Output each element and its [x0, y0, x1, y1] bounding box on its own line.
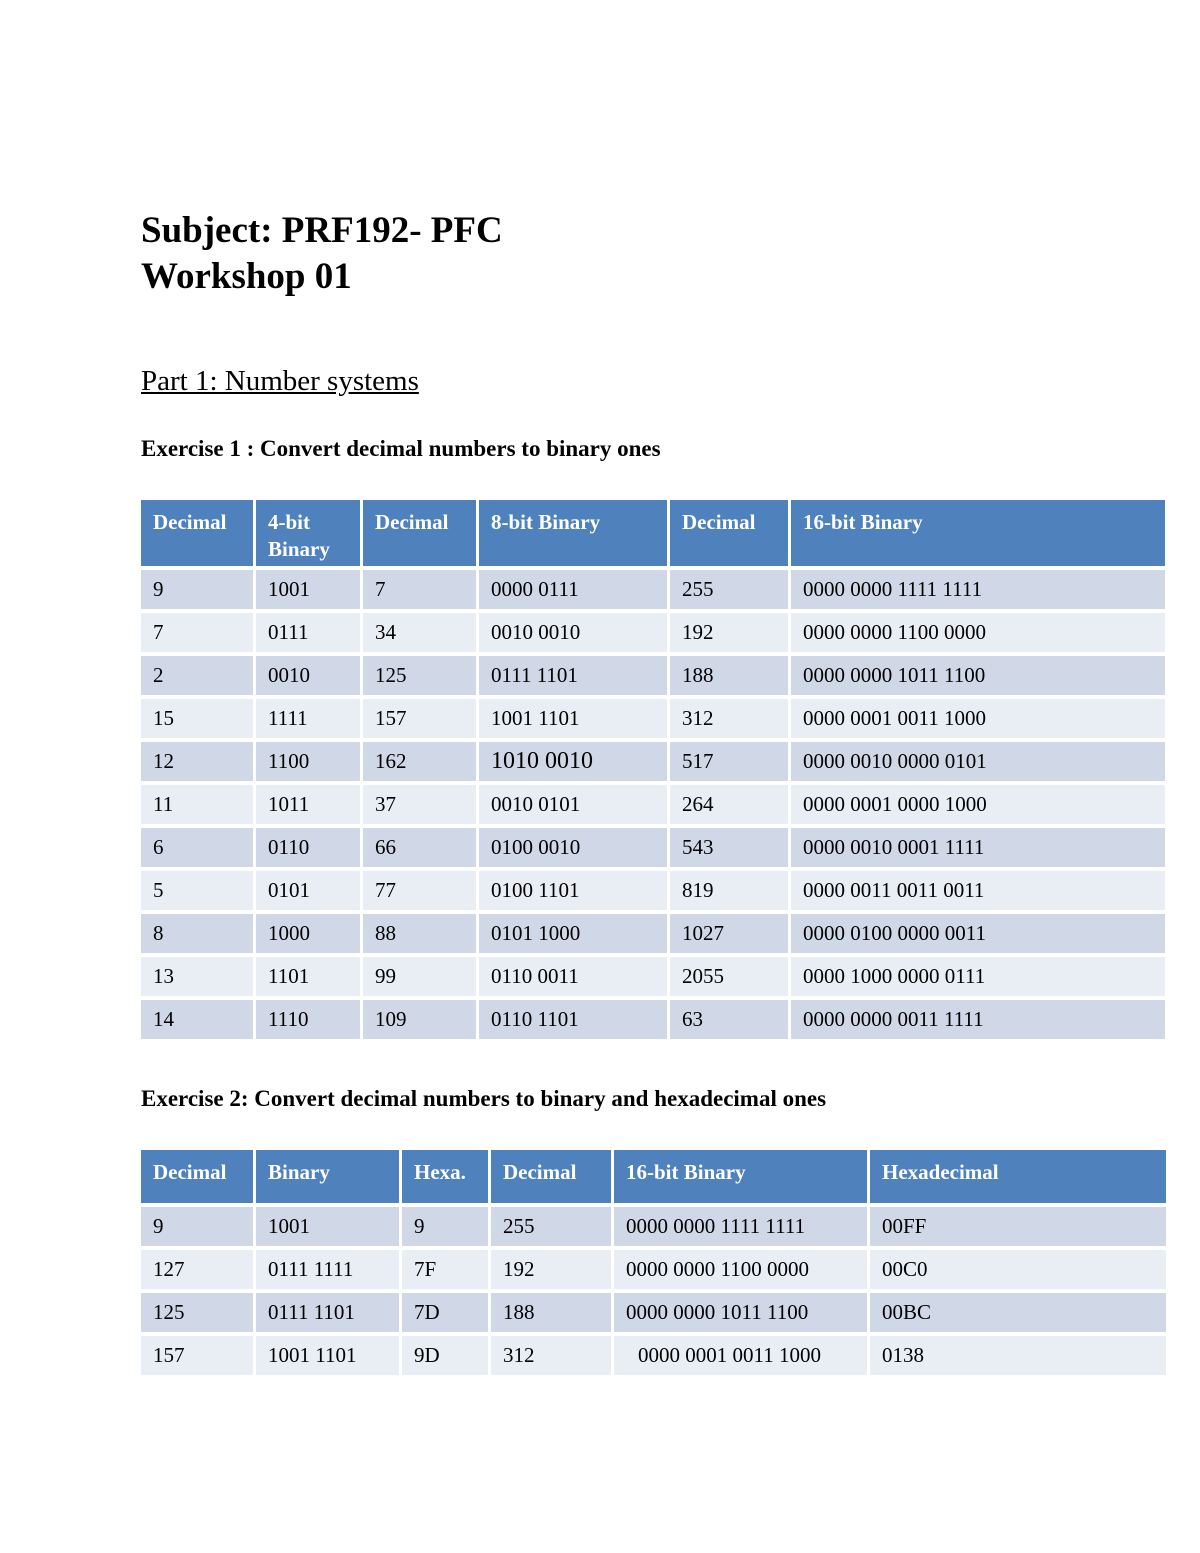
table-cell: 7: [141, 613, 253, 652]
table-cell: 0000 0000 1100 0000: [791, 613, 1165, 652]
column-header: 8-bit Binary: [479, 500, 667, 566]
column-header: 16-bit Binary: [791, 500, 1165, 566]
subject-line: Subject: PRF192- PFC: [141, 210, 503, 251]
table-row: [141, 1250, 1166, 1289]
table-cell: 0000 0111: [479, 570, 667, 609]
document-title: [141, 208, 503, 300]
table-cell: 0000 0001 0011 1000: [614, 1336, 867, 1375]
table-row: [141, 914, 1165, 953]
table-cell: 0000 0100 0000 0011: [791, 914, 1165, 953]
table-cell: 66: [363, 828, 476, 867]
table-cell: 109: [363, 1000, 476, 1039]
table-row: [141, 656, 1165, 695]
table-cell: 157: [141, 1336, 253, 1375]
table-cell: 255: [491, 1207, 611, 1246]
table-cell: 37: [363, 785, 476, 824]
table-row: [141, 871, 1165, 910]
table-cell: 0000 0010 0001 1111: [791, 828, 1165, 867]
table-cell: 1100: [256, 742, 360, 781]
table-cell: 192: [491, 1250, 611, 1289]
table-cell: 312: [491, 1336, 611, 1375]
column-header: Binary: [256, 1150, 399, 1203]
table-cell: 99: [363, 957, 476, 996]
table-cell: 9: [141, 570, 253, 609]
table-cell: 7D: [402, 1293, 488, 1332]
table-row: [141, 742, 1165, 781]
table-cell: 9: [402, 1207, 488, 1246]
table-cell: 77: [363, 871, 476, 910]
table-cell: 0000 0000 1011 1100: [614, 1293, 867, 1332]
table-cell: 0110 0011: [479, 957, 667, 996]
table-cell: 1101: [256, 957, 360, 996]
table-cell: 1011: [256, 785, 360, 824]
table-cell: 0000 0011 0011 0011: [791, 871, 1165, 910]
table-cell: 188: [491, 1293, 611, 1332]
table-cell: 157: [363, 699, 476, 738]
table-cell: 0111 1111: [256, 1250, 399, 1289]
table-cell: 0111 1101: [256, 1293, 399, 1332]
table-cell: 162: [363, 742, 476, 781]
table-cell: 0000 0000 1100 0000: [614, 1250, 867, 1289]
table-cell: 1001 1101: [479, 699, 667, 738]
table-row: [141, 1000, 1165, 1039]
exercise1-table: [138, 496, 1168, 1043]
table-cell: 0100 1101: [479, 871, 667, 910]
table-cell: 1110: [256, 1000, 360, 1039]
table-cell: 7F: [402, 1250, 488, 1289]
table-cell: 1027: [670, 914, 788, 953]
column-header: Hexa.: [402, 1150, 488, 1203]
table-cell: 312: [670, 699, 788, 738]
table-cell: 2055: [670, 957, 788, 996]
exercise2-heading: Exercise 2: Convert decimal numbers to binary and hexadecimal ones: [141, 1086, 827, 1111]
table-cell: 34: [363, 613, 476, 652]
table-cell: 5: [141, 871, 253, 910]
table-row: [141, 1207, 1166, 1246]
table-cell: 0010 0010: [479, 613, 667, 652]
table-cell: 0000 0010 0000 0101: [791, 742, 1165, 781]
table-cell: 1001: [256, 1207, 399, 1246]
table-cell: 0000 1000 0000 0111: [791, 957, 1165, 996]
table-cell: 12: [141, 742, 253, 781]
table-cell: 0010: [256, 656, 360, 695]
table-cell: 0010 0101: [479, 785, 667, 824]
table-cell: 0138: [870, 1336, 1166, 1375]
table-cell: 0000 0000 1011 1100: [791, 656, 1165, 695]
table-cell: 9: [141, 1207, 253, 1246]
column-header: 16-bit Binary: [614, 1150, 867, 1203]
column-header: Decimal: [141, 500, 253, 566]
table-row: [141, 1293, 1166, 1332]
table-cell: 127: [141, 1250, 253, 1289]
table-cell: 188: [670, 656, 788, 695]
table-cell: 0111 1101: [479, 656, 667, 695]
exercise2-table: [138, 1146, 1169, 1379]
table-row: [141, 699, 1165, 738]
table-cell: 2: [141, 656, 253, 695]
table-cell: 517: [670, 742, 788, 781]
column-header: Decimal: [363, 500, 476, 566]
table-cell: 1111: [256, 699, 360, 738]
table-row: [141, 785, 1165, 824]
table-cell: 255: [670, 570, 788, 609]
table-cell: 00BC: [870, 1293, 1166, 1332]
table-cell: 00C0: [870, 1250, 1166, 1289]
exercise1-heading: Exercise 1 : Convert decimal numbers to binary ones: [141, 436, 661, 461]
table-cell: 0000 0001 0011 1000: [791, 699, 1165, 738]
table-cell: 125: [141, 1293, 253, 1332]
table-row: [141, 957, 1165, 996]
table-cell: 0000 0000 1111 1111: [791, 570, 1165, 609]
table-cell: 0111: [256, 613, 360, 652]
table-cell: 0000 0001 0000 1000: [791, 785, 1165, 824]
table-cell: 264: [670, 785, 788, 824]
table-cell: 11: [141, 785, 253, 824]
table-header-row: [141, 500, 1165, 566]
table-cell: 15: [141, 699, 253, 738]
table-cell: 0101 1000: [479, 914, 667, 953]
table-cell: 1000: [256, 914, 360, 953]
column-header: Decimal: [491, 1150, 611, 1203]
column-header: Decimal: [670, 500, 788, 566]
column-header: 4-bit Binary: [256, 500, 360, 566]
table-row: [141, 570, 1165, 609]
table-row: [141, 1336, 1166, 1375]
column-header: Hexadecimal: [870, 1150, 1166, 1203]
table-cell: 9D: [402, 1336, 488, 1375]
table-cell: 819: [670, 871, 788, 910]
table-cell: 0100 0010: [479, 828, 667, 867]
table-cell: 7: [363, 570, 476, 609]
table-cell: 0000 0000 0011 1111: [791, 1000, 1165, 1039]
table-cell: 63: [670, 1000, 788, 1039]
table-header-row: [141, 1150, 1166, 1203]
table-cell: 543: [670, 828, 788, 867]
table-cell: 6: [141, 828, 253, 867]
table-cell: 192: [670, 613, 788, 652]
workshop-line: Workshop 01: [141, 256, 352, 297]
table-cell: 88: [363, 914, 476, 953]
table-cell: 00FF: [870, 1207, 1166, 1246]
table-cell: 8: [141, 914, 253, 953]
table-cell: 1001: [256, 570, 360, 609]
table-row: [141, 828, 1165, 867]
table-cell: 14: [141, 1000, 253, 1039]
table-cell: 1010 0010: [479, 742, 667, 781]
table-cell: 125: [363, 656, 476, 695]
table-cell: 0000 0000 1111 1111: [614, 1207, 867, 1246]
table-row: [141, 613, 1165, 652]
table-cell: 0110 1101: [479, 1000, 667, 1039]
table-cell: 13: [141, 957, 253, 996]
table-cell: 0110: [256, 828, 360, 867]
table-cell: 0101: [256, 871, 360, 910]
table-cell: 1001 1101: [256, 1336, 399, 1375]
column-header: Decimal: [141, 1150, 253, 1203]
part1-heading: Part 1: Number systems: [141, 365, 419, 397]
